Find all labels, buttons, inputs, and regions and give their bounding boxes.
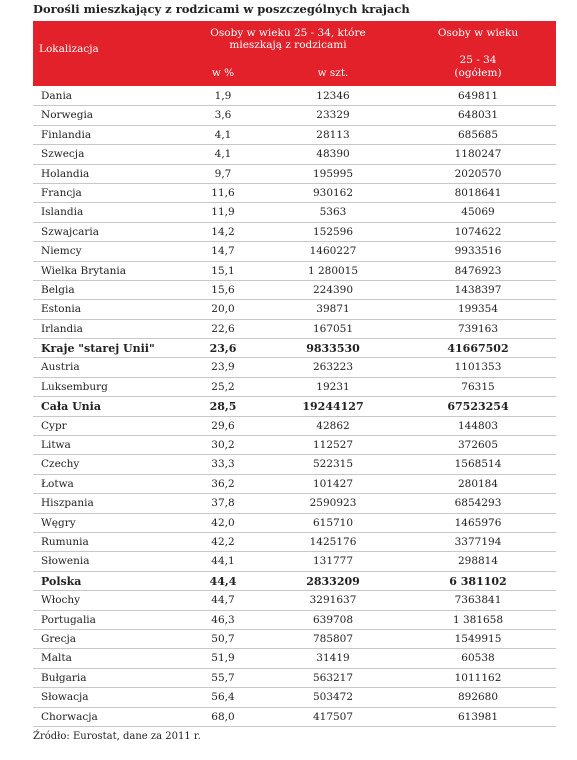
table-row [33, 533, 556, 552]
percent-cell: 44,4 [209, 574, 237, 588]
percent-cell: 3,6 [214, 109, 232, 122]
total-cell: 1180247 [454, 148, 502, 161]
table-row [33, 126, 556, 145]
total-cell: 1011162 [454, 671, 502, 684]
count-cell: 563217 [312, 671, 354, 684]
count-cell: 42862 [316, 419, 350, 432]
count-cell: 263223 [312, 361, 354, 374]
table-row [33, 242, 556, 261]
country-name-cell: Belgia [41, 283, 75, 296]
total-cell: 8018641 [454, 186, 502, 199]
total-cell: 67523254 [447, 400, 509, 414]
total-cell: 739163 [457, 322, 499, 335]
percent-cell: 51,9 [211, 652, 235, 665]
total-cell: 298814 [457, 555, 499, 568]
total-cell: 685685 [457, 128, 499, 141]
total-cell: 144803 [457, 419, 499, 432]
total-cell: 8476923 [454, 264, 502, 277]
table-row [33, 300, 556, 319]
table-row [33, 378, 556, 397]
percent-cell: 11,6 [211, 186, 235, 199]
country-name-cell: Austria [41, 361, 80, 374]
total-cell: 3377194 [454, 535, 502, 548]
percent-cell: 42,0 [211, 516, 235, 529]
total-cell: 649811 [457, 90, 499, 102]
total-cell: 6854293 [454, 497, 502, 510]
percent-cell: 56,4 [211, 691, 235, 704]
table-header [33, 21, 556, 86]
total-cell: 1568514 [454, 458, 502, 471]
count-cell: 101427 [312, 477, 354, 490]
country-name-cell: Łotwa [41, 477, 74, 490]
country-name-cell: Malta [41, 652, 72, 665]
total-cell: 2020570 [454, 167, 502, 180]
count-cell: 19231 [316, 380, 350, 393]
count-cell: 23329 [316, 109, 350, 122]
table-row [33, 611, 556, 630]
country-name-cell: Francja [41, 186, 82, 199]
table-row [33, 436, 556, 455]
header-total-line3: (ogółem) [454, 67, 502, 79]
table-row [33, 87, 556, 106]
count-cell: 1425176 [309, 535, 357, 548]
table-row [33, 397, 556, 416]
percent-cell: 15,6 [211, 283, 235, 296]
percent-cell: 55,7 [211, 671, 235, 684]
count-cell: 195995 [312, 167, 354, 180]
count-cell: 930162 [312, 186, 354, 199]
percent-cell: 4,1 [214, 148, 232, 161]
total-cell: 7363841 [454, 594, 502, 607]
country-name-cell: Norwegia [41, 109, 94, 122]
percent-cell: 23,9 [211, 361, 235, 374]
country-name-cell: Słowenia [41, 555, 90, 568]
total-cell: 9933516 [454, 245, 502, 258]
table-row [33, 106, 556, 125]
percent-cell: 44,7 [211, 594, 235, 607]
percent-cell: 14,7 [211, 245, 235, 258]
country-name-cell: Rumunia [41, 535, 89, 548]
count-cell: 39871 [316, 303, 350, 316]
table-row [33, 358, 556, 377]
country-name-cell: Szwajcaria [41, 225, 100, 238]
percent-cell: 33,3 [211, 458, 235, 471]
percent-cell: 1,9 [214, 90, 232, 102]
total-cell: 648031 [457, 109, 499, 122]
count-cell: 5363 [319, 206, 347, 219]
table-row [33, 320, 556, 339]
total-cell: 199354 [457, 303, 499, 316]
percent-cell: 11,9 [211, 206, 235, 219]
percent-cell: 42,2 [211, 535, 235, 548]
percent-cell: 25,2 [211, 380, 235, 393]
percent-cell: 28,5 [209, 400, 237, 414]
table-row [33, 475, 556, 494]
country-name-cell: Chorwacja [41, 710, 98, 723]
count-cell: 615710 [312, 516, 354, 529]
percent-cell: 15,1 [211, 264, 235, 277]
total-cell: 60538 [461, 652, 495, 665]
country-name-cell: Estonia [41, 303, 81, 316]
percent-cell: 14,2 [211, 225, 235, 238]
header-percent: w % [211, 67, 235, 79]
table-row [33, 417, 556, 436]
table-row [33, 165, 556, 184]
header-lokalizacja: Lokalizacja [39, 43, 99, 55]
table-row [33, 455, 556, 474]
total-cell: 1 381658 [452, 613, 504, 626]
percent-cell: 37,8 [211, 497, 235, 510]
total-cell: 1549915 [454, 632, 502, 645]
total-cell: 1438397 [454, 283, 502, 296]
table-row [33, 591, 556, 610]
total-cell: 613981 [457, 710, 499, 723]
percent-cell: 36,2 [211, 477, 235, 490]
percent-cell: 22,6 [211, 322, 235, 335]
percent-cell: 4,1 [214, 128, 232, 141]
total-cell: 1465976 [454, 516, 502, 529]
count-cell: 9833530 [306, 342, 360, 356]
country-name-cell: Polska [41, 574, 82, 588]
percent-cell: 20,0 [211, 303, 235, 316]
count-cell: 28113 [316, 128, 350, 141]
total-cell: 892680 [457, 691, 499, 704]
count-cell: 639708 [312, 613, 354, 626]
percent-cell: 50,7 [211, 632, 235, 645]
count-cell: 152596 [312, 225, 354, 238]
count-cell: 1 280015 [307, 264, 359, 277]
count-cell: 12346 [316, 90, 350, 102]
table-row [33, 184, 556, 203]
count-cell: 31419 [316, 652, 350, 665]
percent-cell: 9,7 [214, 167, 232, 180]
percent-cell: 30,2 [211, 439, 235, 452]
table-row [33, 630, 556, 649]
country-name-cell: Cypr [41, 419, 67, 432]
table-row [33, 145, 556, 164]
country-name-cell: Węgry [41, 516, 76, 529]
table-row [33, 514, 556, 533]
total-cell: 41667502 [447, 342, 509, 356]
header-total-line1: Osoby w wieku [437, 27, 519, 39]
count-cell: 2833209 [306, 574, 360, 588]
percent-cell: 68,0 [211, 710, 235, 723]
table-row [33, 494, 556, 513]
country-name-cell: Grecja [41, 632, 77, 645]
table-row [33, 223, 556, 242]
header-total-line2: 25 - 34 [459, 54, 497, 66]
percent-cell: 44,1 [211, 555, 235, 568]
total-cell: 1101353 [454, 361, 502, 374]
country-name-cell: Islandia [41, 206, 84, 219]
table-row [33, 669, 556, 688]
table-row [33, 262, 556, 281]
country-name-cell: Bułgaria [41, 671, 87, 684]
header-group-living-with-parents: Osoby w wieku 25 - 34, które mieszkają z rodzicami [210, 27, 366, 51]
table-body [33, 87, 556, 727]
count-cell: 785807 [312, 632, 354, 645]
country-name-cell: Dania [41, 90, 73, 102]
total-cell: 76315 [461, 380, 495, 393]
count-cell: 131777 [312, 555, 354, 568]
total-cell: 372605 [457, 439, 499, 452]
count-cell: 167051 [312, 322, 354, 335]
table-row [33, 688, 556, 707]
count-cell: 2590923 [309, 497, 357, 510]
count-cell: 112527 [312, 439, 354, 452]
country-name-cell: Litwa [41, 439, 71, 452]
count-cell: 48390 [316, 148, 350, 161]
source-note: Źródło: Eurostat, dane za 2011 r. [33, 731, 201, 742]
table-row [33, 708, 556, 727]
country-name-cell: Hiszpania [41, 497, 94, 510]
country-name-cell: Wielka Brytania [41, 264, 127, 277]
country-name-cell: Szwecja [41, 148, 85, 161]
total-cell: 1074622 [454, 225, 502, 238]
table-row [33, 339, 556, 358]
table-row [33, 649, 556, 668]
country-name-cell: Cała Unia [41, 400, 101, 414]
count-cell: 503472 [312, 691, 354, 704]
count-cell: 417507 [312, 710, 354, 723]
count-cell: 522315 [312, 458, 354, 471]
table-row [33, 572, 556, 591]
percent-cell: 23,6 [209, 342, 237, 356]
total-cell: 6 381102 [449, 574, 507, 588]
count-cell: 224390 [312, 283, 354, 296]
country-name-cell: Kraje "starej Unii" [41, 342, 155, 356]
country-name-cell: Irlandia [41, 322, 83, 335]
table-row [33, 552, 556, 571]
table-row [33, 203, 556, 222]
country-name-cell: Niemcy [41, 245, 82, 258]
percent-cell: 29,6 [211, 419, 235, 432]
count-cell: 1460227 [309, 245, 357, 258]
total-cell: 45069 [461, 206, 495, 219]
table-title: Dorośli mieszkający z rodzicami w poszczególnych krajach [33, 2, 410, 16]
percent-cell: 46,3 [211, 613, 235, 626]
count-cell: 3291637 [309, 594, 357, 607]
country-name-cell: Holandia [41, 167, 90, 180]
country-name-cell: Finlandia [41, 128, 92, 141]
total-cell: 280184 [457, 477, 499, 490]
country-name-cell: Luksemburg [41, 380, 108, 393]
header-count: w szt. [317, 67, 349, 79]
table-row [33, 281, 556, 300]
country-name-cell: Czechy [41, 458, 80, 471]
country-name-cell: Portugalia [41, 613, 96, 626]
count-cell: 19244127 [302, 400, 364, 414]
country-name-cell: Włochy [41, 594, 81, 607]
country-name-cell: Słowacja [41, 691, 89, 704]
